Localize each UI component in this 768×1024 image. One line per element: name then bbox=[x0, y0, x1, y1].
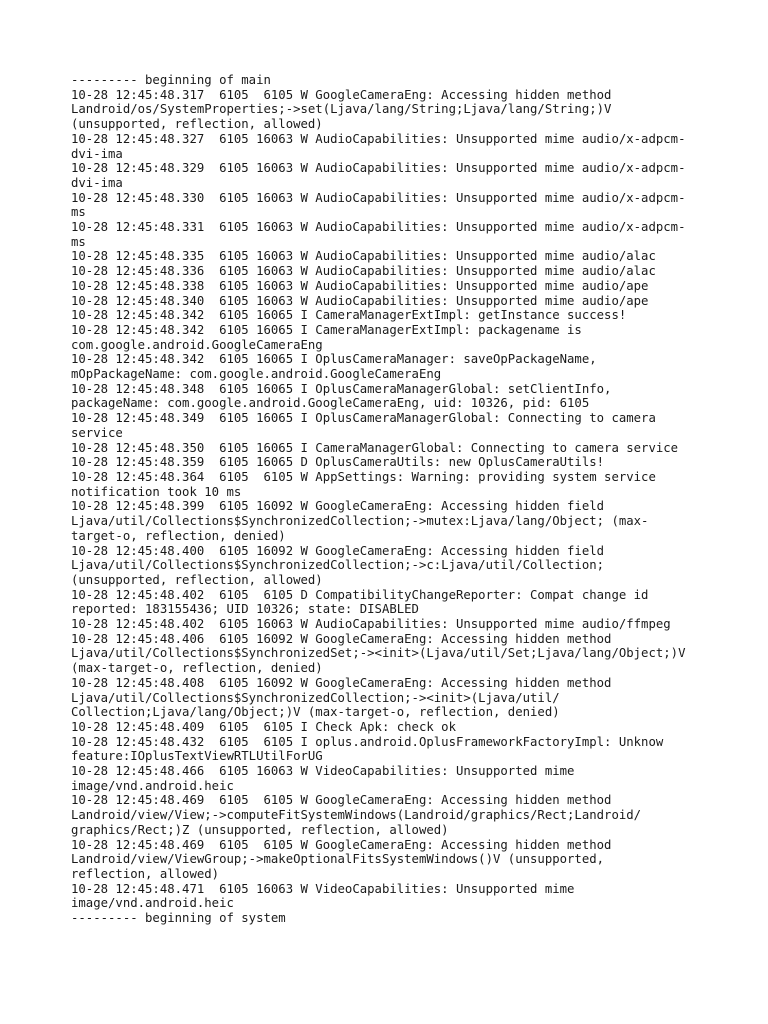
log-line: 10-28 12:45:48.408 6105 16092 W GoogleCameraEng: Accessing hidden method bbox=[71, 675, 612, 690]
log-line: graphics/Rect;)Z (unsupported, reflection, allowed) bbox=[71, 822, 449, 837]
log-line: 10-28 12:45:48.335 6105 16063 W AudioCapabilities: Unsupported mime audio/alac bbox=[71, 249, 656, 264]
log-line: 10-28 12:45:48.364 6105 6105 W AppSettings: Warning: providing system service bbox=[71, 469, 656, 484]
log-line: mOpPackageName: com.google.android.GoogleCameraEng bbox=[71, 367, 442, 382]
log-line: reflection, allowed) bbox=[71, 866, 220, 881]
log-line: 10-28 12:45:48.336 6105 16063 W AudioCapabilities: Unsupported mime audio/alac bbox=[71, 264, 656, 279]
log-line: (max-target-o, reflection, denied) bbox=[71, 661, 323, 676]
log-line: dvi-ima bbox=[71, 175, 123, 190]
log-line: Ljava/util/Collections$SynchronizedCollection;->c:Ljava/util/Collection; bbox=[71, 558, 605, 573]
log-line: com.google.android.GoogleCameraEng bbox=[71, 337, 323, 352]
log-line: 10-28 12:45:48.340 6105 16063 W AudioCapabilities: Unsupported mime audio/ape bbox=[71, 293, 649, 308]
log-line: Ljava/util/Collections$SynchronizedSet;-><init>(Ljava/util/Set;Ljava/lang/Object;)V bbox=[71, 646, 686, 661]
log-line: 10-28 12:45:48.338 6105 16063 W AudioCapabilities: Unsupported mime audio/ape bbox=[71, 278, 649, 293]
log-line: 10-28 12:45:48.317 6105 6105 W GoogleCameraEng: Accessing hidden method bbox=[71, 87, 612, 102]
log-line: image/vnd.android.heic bbox=[71, 896, 234, 911]
log-line: 10-28 12:45:48.349 6105 16065 I OplusCameraManagerGlobal: Connecting to camera bbox=[71, 411, 656, 426]
log-line: 10-28 12:45:48.399 6105 16092 W GoogleCameraEng: Accessing hidden field bbox=[71, 499, 605, 514]
log-line: 10-28 12:45:48.330 6105 16063 W AudioCapabilities: Unsupported mime audio/x-adpcm- bbox=[71, 190, 686, 205]
log-line: Ljava/util/Collections$SynchronizedCollection;->mutex:Ljava/lang/Object; (max- bbox=[71, 514, 649, 529]
log-line: Ljava/util/Collections$SynchronizedCollection;-><init>(Ljava/util/ bbox=[71, 690, 560, 705]
log-line: 10-28 12:45:48.406 6105 16092 W GoogleCameraEng: Accessing hidden method bbox=[71, 631, 612, 646]
log-line: Landroid/os/SystemProperties;->set(Ljava/lang/String;Ljava/lang/String;)V bbox=[71, 102, 612, 117]
log-line: 10-28 12:45:48.469 6105 6105 W GoogleCameraEng: Accessing hidden method bbox=[71, 793, 612, 808]
log-line: 10-28 12:45:48.348 6105 16065 I OplusCameraManagerGlobal: setClientInfo, bbox=[71, 381, 612, 396]
log-line: --------- beginning of system bbox=[71, 911, 286, 926]
log-line: 10-28 12:45:48.350 6105 16065 I CameraManagerGlobal: Connecting to camera service bbox=[71, 440, 679, 455]
log-line: Landroid/view/ViewGroup;->makeOptionalFitsSystemWindows()V (unsupported, bbox=[71, 852, 605, 867]
log-line: 10-28 12:45:48.432 6105 6105 I oplus.android.OplusFrameworkFactoryImpl: Unknow bbox=[71, 734, 664, 749]
log-text-block bbox=[71, 73, 711, 926]
log-line: 10-28 12:45:48.471 6105 16063 W VideoCapabilities: Unsupported mime bbox=[71, 881, 575, 896]
log-line: image/vnd.android.heic bbox=[71, 778, 234, 793]
log-line: (unsupported, reflection, allowed) bbox=[71, 572, 323, 587]
log-line: 10-28 12:45:48.402 6105 16063 W AudioCapabilities: Unsupported mime audio/ffmpeg bbox=[71, 617, 671, 632]
log-line: 10-28 12:45:48.402 6105 6105 D CompatibilityChangeReporter: Compat change id bbox=[71, 587, 649, 602]
log-line: 10-28 12:45:48.342 6105 16065 I OplusCameraManager: saveOpPackageName, bbox=[71, 352, 597, 367]
log-line: Landroid/view/View;->computeFitSystemWindows(Landroid/graphics/Rect;Landroid/ bbox=[71, 808, 642, 823]
log-line: reported: 183155436; UID 10326; state: DISABLED bbox=[71, 602, 419, 617]
log-line: feature:IOplusTextViewRTLUtilForUG bbox=[71, 749, 323, 764]
log-line: dvi-ima bbox=[71, 146, 123, 161]
log-line: 10-28 12:45:48.342 6105 16065 I CameraManagerExtImpl: getInstance success! bbox=[71, 308, 627, 323]
log-line: (unsupported, reflection, allowed) bbox=[71, 117, 323, 132]
log-line: 10-28 12:45:48.329 6105 16063 W AudioCapabilities: Unsupported mime audio/x-adpcm- bbox=[71, 161, 686, 176]
log-line: 10-28 12:45:48.400 6105 16092 W GoogleCameraEng: Accessing hidden field bbox=[71, 543, 605, 558]
log-line: 10-28 12:45:48.331 6105 16063 W AudioCapabilities: Unsupported mime audio/x-adpcm- bbox=[71, 220, 686, 235]
log-line: ms bbox=[71, 234, 86, 249]
log-line: --------- beginning of main bbox=[71, 73, 271, 87]
log-line: 10-28 12:45:48.359 6105 16065 D OplusCameraUtils: new OplusCameraUtils! bbox=[71, 455, 605, 470]
log-line: target-o, reflection, denied) bbox=[71, 528, 286, 543]
log-line: service bbox=[71, 425, 123, 440]
log-line: 10-28 12:45:48.342 6105 16065 I CameraManagerExtImpl: packagename is bbox=[71, 322, 582, 337]
log-line: 10-28 12:45:48.466 6105 16063 W VideoCapabilities: Unsupported mime bbox=[71, 764, 575, 779]
log-line: notification took 10 ms bbox=[71, 484, 242, 499]
log-line: packageName: com.google.android.GoogleCameraEng, uid: 10326, pid: 6105 bbox=[71, 396, 590, 411]
log-line: 10-28 12:45:48.327 6105 16063 W AudioCapabilities: Unsupported mime audio/x-adpcm- bbox=[71, 131, 686, 146]
log-line: ms bbox=[71, 205, 86, 220]
log-line: Collection;Ljava/lang/Object;)V (max-target-o, reflection, denied) bbox=[71, 705, 560, 720]
log-line: 10-28 12:45:48.409 6105 6105 I Check Apk: check ok bbox=[71, 719, 456, 734]
log-line: 10-28 12:45:48.469 6105 6105 W GoogleCameraEng: Accessing hidden method bbox=[71, 837, 612, 852]
